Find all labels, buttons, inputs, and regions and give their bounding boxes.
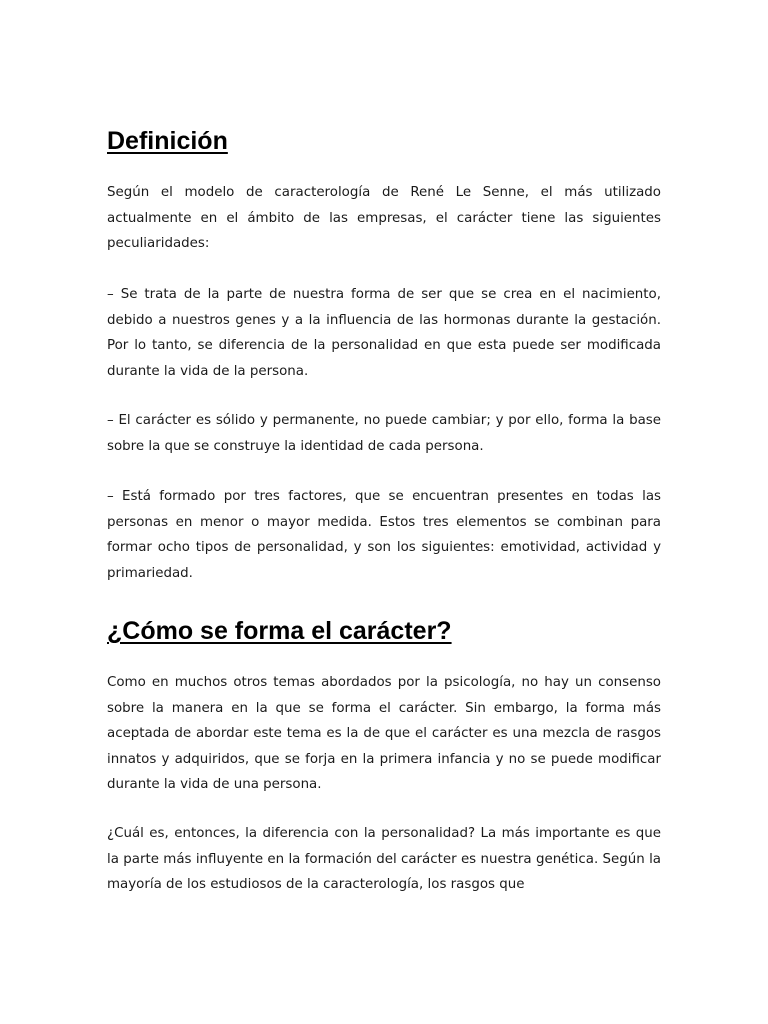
paragraph-formation: Como en muchos otros temas abordados por la psicología, no hay un consenso sobre la manera en la que se forma el carácter. Sin embargo, la forma más aceptada de abordar este tema es la de que el carácter es una mezcla de rasgos innatos y adquiridos, que se forja en la primera infancia y no se puede modificar durante la vida de una persona. xyxy=(107,675,661,792)
section-heading-como-se-forma: ¿Cómo se forma el carácter? xyxy=(107,617,452,645)
paragraph-point-3: – Está formado por tres factores, que se encuentran presentes en todas las personas en menor o mayor medida. Estos tres elementos se combinan para formar ocho tipos de personalidad, y son los siguientes: emotividad, actividad y primariedad. xyxy=(107,489,661,581)
document-page xyxy=(107,0,661,1024)
paragraph-point-2: – El carácter es sólido y permanente, no puede cambiar; y por ello, forma la base sobre la que se construye la identidad de cada persona. xyxy=(107,413,661,454)
section-heading-definicion: Definición xyxy=(107,127,228,155)
paragraph-difference: ¿Cuál es, entonces, la diferencia con la personalidad? La más importante es que la parte más influyente en la formación del carácter es nuestra genética. Según la mayoría de los estudiosos de la caracterología, los rasgos que xyxy=(107,826,661,892)
paragraph-intro: Según el modelo de caracterología de René Le Senne, el más utilizado actualmente en el ámbito de las empresas, el carácter tiene las siguientes peculiaridades: xyxy=(107,185,661,251)
paragraph-point-1: – Se trata de la parte de nuestra forma de ser que se crea en el nacimiento, debido a nuestros genes y a la influencia de las hormonas durante la gestación. Por lo tanto, se diferencia de la personalidad en que esta puede ser modificada durante la vida de la persona. xyxy=(107,287,661,379)
